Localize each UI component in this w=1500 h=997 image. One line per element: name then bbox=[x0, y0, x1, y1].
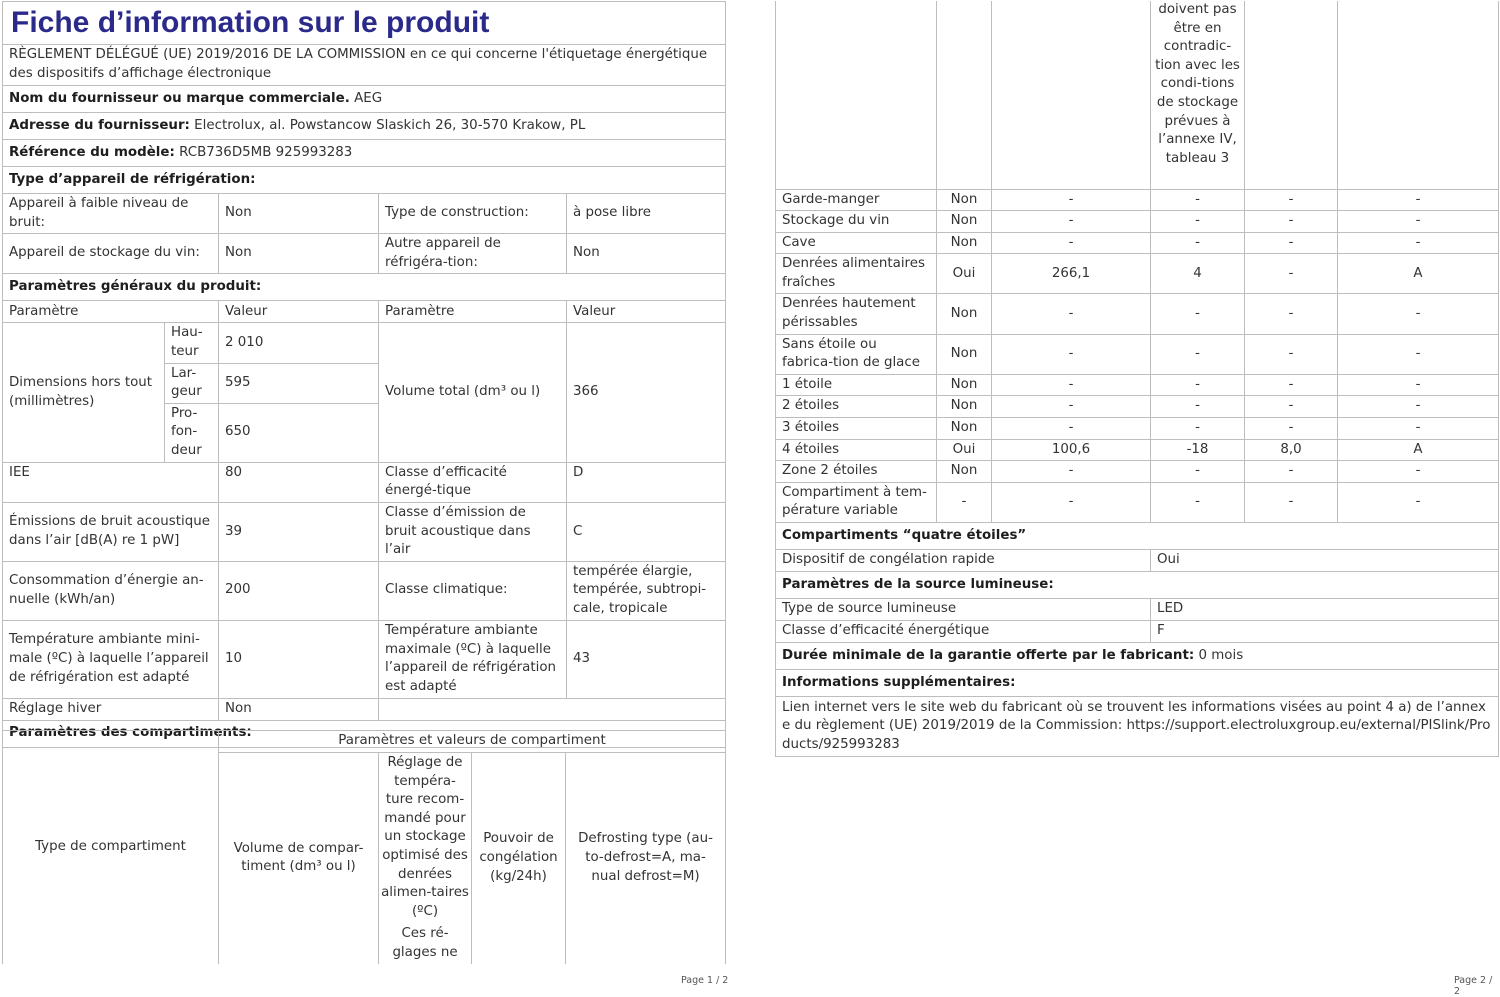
compartment-defrost: - bbox=[1338, 189, 1499, 211]
empty-cell bbox=[1245, 1, 1338, 189]
compartment-row bbox=[776, 396, 1499, 418]
compartment-freeze: - bbox=[1245, 461, 1338, 483]
compartment-volume: - bbox=[992, 396, 1151, 418]
low-noise-value: Non bbox=[219, 194, 379, 234]
col-header-param-2: Paramètre bbox=[379, 301, 567, 323]
compartment-present: Non bbox=[937, 294, 992, 334]
noise-label: Émissions de bruit acoustique dans l’air [dB(A) re 1 pW] bbox=[3, 502, 219, 561]
noise-value: 39 bbox=[219, 502, 379, 561]
volume-value: 366 bbox=[567, 323, 726, 462]
warranty-value: 0 mois bbox=[1198, 647, 1244, 663]
comp-temp-note: Ces ré-glages ne bbox=[392, 926, 458, 960]
compartment-volume: - bbox=[992, 334, 1151, 374]
compartment-defrost: - bbox=[1338, 461, 1499, 483]
noise-class-value: C bbox=[567, 502, 726, 561]
empty-cell bbox=[776, 1, 937, 189]
compartment-temp: - bbox=[1151, 418, 1245, 440]
compartment-temp: - bbox=[1151, 334, 1245, 374]
compartment-temp: - bbox=[1151, 482, 1245, 522]
compartment-freeze: - bbox=[1245, 418, 1338, 440]
light-class-label: Classe d’efficacité énergétique bbox=[776, 621, 1151, 643]
fast-freeze-value: Oui bbox=[1151, 550, 1499, 572]
compartment-present: Non bbox=[937, 189, 992, 211]
comp-type-header: Type de compartiment bbox=[3, 731, 219, 964]
info-text: Lien internet vers le site web du fabricant où se trouvent les informations visées au point 4 a) de l’annexe du règlement (UE) 2019/2019 de la Commission: https://support.electroluxgroup.eu/external/PISlink/Products/925993283 bbox=[776, 697, 1499, 757]
compartment-defrost: A bbox=[1338, 254, 1499, 294]
compartment-name: Garde-manger bbox=[776, 189, 937, 211]
compartment-volume: - bbox=[992, 211, 1151, 233]
comp-temp-note-continued: doivent pas être en contradic-tion avec les condi-tions de stockage prévues à l’annexe IV, tableau 3 bbox=[1151, 1, 1245, 189]
regulation-text: RÈGLEMENT DÉLÉGUÉ (UE) 2019/2016 DE LA COMMISSION en ce qui concerne l'étiquetage énergétique des dispositifs d’affichage électronique bbox=[3, 45, 726, 86]
construction-value: à pose libre bbox=[567, 194, 726, 234]
dimensions-label: Dimensions hors tout (millimètres) bbox=[3, 323, 165, 462]
page2-footer: Page 2 / 2 bbox=[1454, 975, 1493, 997]
compartment-row bbox=[776, 211, 1499, 233]
compartment-volume: - bbox=[992, 461, 1151, 483]
consumption-label: Consommation d’énergie an-nuelle (kWh/an) bbox=[3, 561, 219, 620]
compartment-defrost: - bbox=[1338, 232, 1499, 254]
compartment-name: 3 étoiles bbox=[776, 418, 937, 440]
col-header-param: Paramètre bbox=[3, 301, 219, 323]
compartment-name: 2 étoiles bbox=[776, 396, 937, 418]
compartment-freeze: - bbox=[1245, 294, 1338, 334]
compartment-temp: 4 bbox=[1151, 254, 1245, 294]
light-type-label: Type de source lumineuse bbox=[776, 599, 1151, 621]
compartment-name: Denrées hautement périssables bbox=[776, 294, 937, 334]
compartment-name: Cave bbox=[776, 232, 937, 254]
low-noise-label: Appareil à faible niveau de bruit: bbox=[3, 194, 219, 234]
supplier-row bbox=[3, 86, 726, 113]
warranty-row bbox=[776, 643, 1499, 670]
compartment-temp: - bbox=[1151, 294, 1245, 334]
compartment-freeze: - bbox=[1245, 189, 1338, 211]
compartment-name: 4 étoiles bbox=[776, 439, 937, 461]
compartment-present: Non bbox=[937, 374, 992, 396]
compartment-defrost: - bbox=[1338, 482, 1499, 522]
compartment-row bbox=[776, 374, 1499, 396]
comp-volume-header: Volume de compar-timent (dm³ ou l) bbox=[219, 753, 379, 964]
page2-compartments-table bbox=[775, 1, 1499, 757]
col-header-value-2: Valeur bbox=[567, 301, 726, 323]
climate-value: tempérée élargie, tempérée, subtropi-cale, tropicale bbox=[567, 561, 726, 620]
compartment-freeze: - bbox=[1245, 211, 1338, 233]
compartment-present: Non bbox=[937, 461, 992, 483]
winter-label: Réglage hiver bbox=[3, 698, 219, 720]
compartment-row bbox=[776, 294, 1499, 334]
empty-cell bbox=[379, 698, 726, 720]
winter-value: Non bbox=[219, 698, 379, 720]
comp-temp-header: Réglage de tempéra-ture recom-mandé pour un stockage optimisé des denrées alimen-taires (ºC) bbox=[381, 755, 469, 919]
compartment-freeze: - bbox=[1245, 334, 1338, 374]
compartment-volume: 266,1 bbox=[992, 254, 1151, 294]
type-heading: Type d’appareil de réfrigération: bbox=[3, 167, 726, 194]
compartment-defrost: - bbox=[1338, 334, 1499, 374]
compartment-volume: - bbox=[992, 189, 1151, 211]
compartment-volume: - bbox=[992, 418, 1151, 440]
consumption-value: 200 bbox=[219, 561, 379, 620]
comp-defrost-header: Defrosting type (au-to-defrost=A, ma-nual defrost=M) bbox=[566, 753, 726, 964]
temp-min-value: 10 bbox=[219, 620, 379, 698]
compartment-row bbox=[776, 418, 1499, 440]
supplier-label: Nom du fournisseur ou marque commerciale. bbox=[9, 90, 350, 106]
compartment-present: Oui bbox=[937, 439, 992, 461]
page1-sheet bbox=[2, 1, 726, 748]
supplier-value: AEG bbox=[354, 90, 383, 106]
construction-label: Type de construction: bbox=[379, 194, 567, 234]
compartment-temp: -18 bbox=[1151, 439, 1245, 461]
comp-values-header: Paramètres et valeurs de compartiment bbox=[219, 731, 726, 753]
compartment-volume: - bbox=[992, 232, 1151, 254]
warranty-label: Durée minimale de la garantie offerte par le fabricant: bbox=[782, 647, 1195, 663]
compartment-row bbox=[776, 482, 1499, 522]
height-label: Hau-teur bbox=[165, 323, 219, 363]
compartment-volume: 100,6 bbox=[992, 439, 1151, 461]
compartment-row bbox=[776, 189, 1499, 211]
compartment-freeze: - bbox=[1245, 254, 1338, 294]
compartment-name: Denrées alimentaires fraîches bbox=[776, 254, 937, 294]
compartment-row bbox=[776, 461, 1499, 483]
compartment-volume: - bbox=[992, 482, 1151, 522]
compartment-row bbox=[776, 232, 1499, 254]
compartment-name: Compartiment à tem-pérature variable bbox=[776, 482, 937, 522]
width-value: 595 bbox=[219, 363, 379, 403]
compartment-freeze: - bbox=[1245, 396, 1338, 418]
energy-class-value: D bbox=[567, 462, 726, 502]
col-header-value: Valeur bbox=[219, 301, 379, 323]
height-value: 2 010 bbox=[219, 323, 379, 363]
compartment-temp: - bbox=[1151, 211, 1245, 233]
compartment-freeze: - bbox=[1245, 482, 1338, 522]
compartment-present: Non bbox=[937, 232, 992, 254]
compartment-present: Non bbox=[937, 418, 992, 440]
model-label: Référence du modèle: bbox=[9, 144, 175, 160]
other-appliance-value: Non bbox=[567, 234, 726, 274]
compartment-name: Stockage du vin bbox=[776, 211, 937, 233]
empty-cell bbox=[937, 1, 992, 189]
compartment-name: Sans étoile ou fabrica-tion de glace bbox=[776, 334, 937, 374]
compartment-row bbox=[776, 254, 1499, 294]
depth-label: Pro-fon-deur bbox=[165, 403, 219, 462]
comp-temp-header-cell bbox=[379, 753, 472, 964]
model-value: RCB736D5MB 925993283 bbox=[179, 144, 353, 160]
compartment-volume: - bbox=[992, 374, 1151, 396]
width-label: Lar-geur bbox=[165, 363, 219, 403]
compartments-heading: Paramètres des compartiments: bbox=[3, 720, 726, 747]
volume-label: Volume total (dm³ ou l) bbox=[379, 323, 567, 462]
general-heading: Paramètres généraux du produit: bbox=[3, 274, 726, 301]
depth-value: 650 bbox=[219, 403, 379, 462]
compartment-present: - bbox=[937, 482, 992, 522]
compartment-header-table bbox=[2, 730, 726, 964]
temp-min-label: Température ambiante mini-male (ºC) à laquelle l’appareil de réfrigération est adapté bbox=[3, 620, 219, 698]
compartment-present: Oui bbox=[937, 254, 992, 294]
fast-freeze-label: Dispositif de congélation rapide bbox=[776, 550, 1151, 572]
info-heading: Informations supplémentaires: bbox=[776, 670, 1499, 697]
other-appliance-label: Autre appareil de réfrigéra-tion: bbox=[379, 234, 567, 274]
address-value: Electrolux, al. Powstancow Slaskich 26, 30-570 Krakow, PL bbox=[194, 117, 586, 133]
compartment-temp: - bbox=[1151, 374, 1245, 396]
temp-max-label: Température ambiante maximale (ºC) à laquelle l’appareil de réfrigération est adapté bbox=[379, 620, 567, 698]
compartment-name: Zone 2 étoiles bbox=[776, 461, 937, 483]
wine-value: Non bbox=[219, 234, 379, 274]
compartment-temp: - bbox=[1151, 396, 1245, 418]
empty-cell bbox=[1338, 1, 1499, 189]
compartment-present: Non bbox=[937, 334, 992, 374]
compartment-defrost: - bbox=[1338, 418, 1499, 440]
compartment-freeze: 8,0 bbox=[1245, 439, 1338, 461]
compartment-temp: - bbox=[1151, 461, 1245, 483]
light-heading: Paramètres de la source lumineuse: bbox=[776, 572, 1499, 599]
four-star-heading: Compartiments “quatre étoiles” bbox=[776, 523, 1499, 550]
comp-freeze-header: Pouvoir de congélation (kg/24h) bbox=[472, 753, 566, 964]
compartment-defrost: - bbox=[1338, 294, 1499, 334]
compartment-row bbox=[776, 334, 1499, 374]
compartment-defrost: - bbox=[1338, 396, 1499, 418]
compartment-name: 1 étoile bbox=[776, 374, 937, 396]
compartment-defrost: - bbox=[1338, 374, 1499, 396]
address-row bbox=[3, 113, 726, 140]
compartment-temp: - bbox=[1151, 232, 1245, 254]
energy-class-label: Classe d’efficacité énergé-tique bbox=[379, 462, 567, 502]
iee-label: IEE bbox=[3, 462, 219, 502]
light-type-value: LED bbox=[1151, 599, 1499, 621]
noise-class-label: Classe d’émission de bruit acoustique dans l’air bbox=[379, 502, 567, 561]
climate-label: Classe climatique: bbox=[379, 561, 567, 620]
temp-max-value: 43 bbox=[567, 620, 726, 698]
compartment-defrost: A bbox=[1338, 439, 1499, 461]
light-class-value: F bbox=[1151, 621, 1499, 643]
empty-cell bbox=[992, 1, 1151, 189]
address-label: Adresse du fournisseur: bbox=[9, 117, 190, 133]
iee-value: 80 bbox=[219, 462, 379, 502]
compartment-freeze: - bbox=[1245, 374, 1338, 396]
compartment-row bbox=[776, 439, 1499, 461]
compartment-freeze: - bbox=[1245, 232, 1338, 254]
compartment-present: Non bbox=[937, 396, 992, 418]
compartment-present: Non bbox=[937, 211, 992, 233]
compartment-defrost: - bbox=[1338, 211, 1499, 233]
model-row bbox=[3, 140, 726, 167]
page-title: Fiche d’information sur le produit bbox=[3, 2, 726, 45]
wine-label: Appareil de stockage du vin: bbox=[3, 234, 219, 274]
compartment-volume: - bbox=[992, 294, 1151, 334]
page1-footer: Page 1 / 2 bbox=[681, 975, 729, 986]
compartment-temp: - bbox=[1151, 189, 1245, 211]
